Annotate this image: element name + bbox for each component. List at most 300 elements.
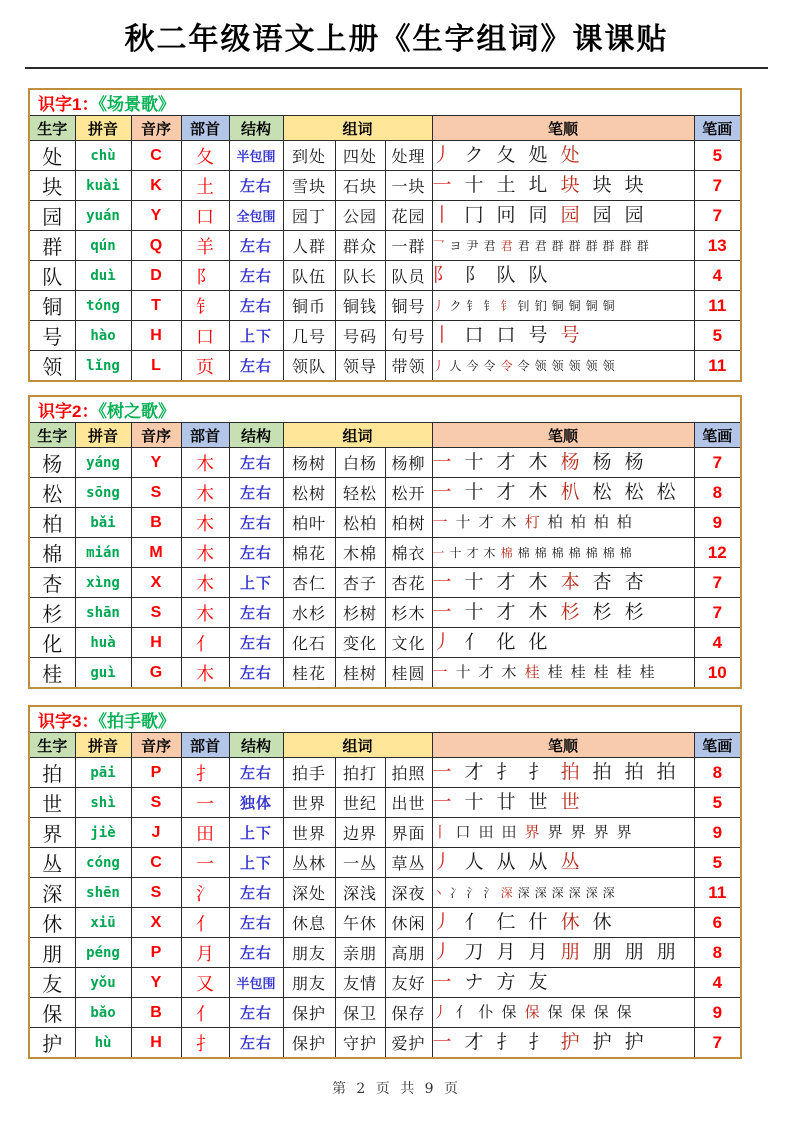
- stroke-step: 群: [551, 238, 564, 253]
- lesson-number: 识字3：: [38, 712, 99, 731]
- pinyin-cell: xìng: [75, 568, 131, 598]
- word-cell: 杨树: [283, 448, 335, 478]
- character-row: [29, 788, 741, 818]
- stroke-step: 杨: [560, 451, 580, 473]
- stroke-step: 木: [528, 451, 548, 473]
- stroke-step: 処: [528, 144, 548, 166]
- stroke-step: 柏: [547, 513, 563, 531]
- word-cell: 桂花: [283, 658, 335, 689]
- word-cell: 深浅: [335, 878, 385, 908]
- stroke-step: 世: [560, 791, 580, 813]
- character-cell: 群: [29, 231, 75, 261]
- stroke-step: 群: [568, 238, 581, 253]
- structure-cell: 上下: [229, 848, 283, 878]
- stroke-step: 圠: [528, 174, 548, 196]
- stroke-step: 一: [432, 1031, 452, 1053]
- character-row: [29, 878, 741, 908]
- structure-cell: 左右: [229, 231, 283, 261]
- stroke-order-cell: [432, 848, 694, 878]
- stroke-order-sequence: [433, 853, 694, 872]
- stroke-step: 扌: [496, 1031, 516, 1053]
- column-header-count: 笔画: [694, 116, 741, 141]
- stroke-order-sequence: [433, 973, 694, 992]
- stroke-step: 月: [496, 941, 516, 963]
- stroke-order-cell: [432, 968, 694, 998]
- character-row: [29, 448, 741, 478]
- structure-cell: 左右: [229, 478, 283, 508]
- stroke-step: 领: [534, 358, 547, 373]
- stroke-step: 冋: [496, 204, 516, 226]
- stroke-count-cell: 7: [694, 448, 741, 478]
- character-cell: 号: [29, 321, 75, 351]
- stroke-step: 丿: [432, 911, 452, 933]
- stroke-step: 杨: [592, 451, 612, 473]
- stroke-step: 柏: [570, 513, 586, 531]
- structure-cell: 左右: [229, 261, 283, 291]
- stroke-step: 丶: [432, 885, 445, 900]
- word-cell: 拍打: [335, 758, 385, 788]
- word-cell: 群众: [335, 231, 385, 261]
- stroke-step: 杏: [592, 571, 612, 593]
- column-header-words: 组词: [283, 423, 432, 448]
- stroke-step: 棉: [585, 545, 598, 560]
- stroke-step: 才: [464, 1031, 484, 1053]
- stroke-step: 木: [501, 663, 517, 681]
- stroke-step: 休: [560, 911, 580, 933]
- lesson-book-title: 《场景歌》: [98, 95, 175, 114]
- stroke-step: 冂: [464, 204, 484, 226]
- pinyin-cell: xiū: [75, 908, 131, 938]
- pinyin-cell: shān: [75, 598, 131, 628]
- word-cell: 白杨: [335, 448, 385, 478]
- stroke-step: 君: [500, 238, 513, 253]
- stroke-order-cell: [432, 448, 694, 478]
- stroke-step: 深: [585, 885, 598, 900]
- column-header-initial: 音序: [131, 116, 181, 141]
- radical-cell: 田: [181, 818, 229, 848]
- character-cell: 界: [29, 818, 75, 848]
- stroke-step: 处: [560, 144, 580, 166]
- stroke-step: 松: [656, 481, 676, 503]
- structure-cell: 左右: [229, 448, 283, 478]
- stroke-step: 保: [547, 1003, 563, 1021]
- pinyin-cell: duì: [75, 261, 131, 291]
- stroke-order-cell: [432, 508, 694, 538]
- pinyin-cell: mián: [75, 538, 131, 568]
- stroke-step: 氵: [483, 885, 496, 900]
- character-cell: 松: [29, 478, 75, 508]
- structure-cell: 半包围: [229, 968, 283, 998]
- stroke-step: 领: [551, 358, 564, 373]
- stroke-order-sequence: [433, 176, 694, 195]
- stroke-step: 十: [464, 174, 484, 196]
- character-row: [29, 658, 741, 689]
- stroke-order-cell: [432, 201, 694, 231]
- pinyin-cell: hù: [75, 1028, 131, 1059]
- word-cell: 朋友: [283, 938, 335, 968]
- stroke-step: 才: [496, 571, 516, 593]
- column-header-row: [29, 116, 741, 141]
- initial-letter-cell: Q: [131, 231, 181, 261]
- structure-cell: 左右: [229, 598, 283, 628]
- stroke-step: 园: [592, 204, 612, 226]
- stroke-step: 领: [602, 358, 615, 373]
- pinyin-cell: péng: [75, 938, 131, 968]
- stroke-order-cell: [432, 658, 694, 689]
- pinyin-cell: cóng: [75, 848, 131, 878]
- stroke-step: 化: [496, 631, 516, 653]
- word-cell: 界面: [385, 818, 432, 848]
- structure-cell: 左右: [229, 351, 283, 382]
- stroke-order-sequence: [433, 483, 694, 502]
- stroke-order-sequence: [433, 515, 694, 530]
- pinyin-cell: guì: [75, 658, 131, 689]
- word-cell: 几号: [283, 321, 335, 351]
- structure-cell: 左右: [229, 938, 283, 968]
- character-row: [29, 598, 741, 628]
- word-cell: 句号: [385, 321, 432, 351]
- stroke-step: 土: [496, 174, 516, 196]
- pinyin-cell: qún: [75, 231, 131, 261]
- initial-letter-cell: H: [131, 628, 181, 658]
- lesson-book-title: 《拍手歌》: [98, 712, 175, 731]
- radical-cell: 木: [181, 568, 229, 598]
- stroke-step: 群: [602, 238, 615, 253]
- stroke-step: 才: [496, 481, 516, 503]
- stroke-step: 化: [528, 631, 548, 653]
- stroke-step: 丿: [432, 1003, 448, 1021]
- word-cell: 化石: [283, 628, 335, 658]
- stroke-step: 深: [602, 885, 615, 900]
- character-row: [29, 478, 741, 508]
- stroke-step: 人: [449, 358, 462, 373]
- stroke-step: 十: [449, 545, 462, 560]
- stroke-step: 棉: [602, 545, 615, 560]
- stroke-step: 才: [464, 761, 484, 783]
- stroke-step: 钅: [466, 298, 479, 313]
- character-row: [29, 231, 741, 261]
- stroke-step: 朋: [560, 941, 580, 963]
- initial-letter-cell: L: [131, 351, 181, 382]
- character-row: [29, 998, 741, 1028]
- stroke-step: 棉: [517, 545, 530, 560]
- lesson-number: 识字2：: [38, 402, 99, 421]
- stroke-count-cell: 8: [694, 478, 741, 508]
- stroke-order-cell: [432, 261, 694, 291]
- page-footer: 第 2 页 共 9 页: [331, 1081, 462, 1097]
- word-cell: 出世: [385, 788, 432, 818]
- structure-cell: 左右: [229, 291, 283, 321]
- word-cell: 杨柳: [385, 448, 432, 478]
- stroke-step: 深: [500, 885, 513, 900]
- pinyin-cell: tóng: [75, 291, 131, 321]
- stroke-step: 朳: [560, 481, 580, 503]
- stroke-step: 朾: [524, 513, 540, 531]
- character-cell: 拍: [29, 758, 75, 788]
- stroke-step: 木: [483, 545, 496, 560]
- stroke-count-cell: 7: [694, 568, 741, 598]
- stroke-order-sequence: [433, 1005, 694, 1020]
- stroke-order-cell: [432, 231, 694, 261]
- word-cell: 领队: [283, 351, 335, 382]
- initial-letter-cell: Y: [131, 448, 181, 478]
- stroke-order-sequence: [433, 300, 694, 312]
- column-header-structure: 结构: [229, 423, 283, 448]
- word-cell: 队长: [335, 261, 385, 291]
- stroke-order-cell: [432, 478, 694, 508]
- initial-letter-cell: S: [131, 478, 181, 508]
- stroke-order-cell: [432, 628, 694, 658]
- stroke-step: 朋: [656, 941, 676, 963]
- stroke-order-cell: [432, 598, 694, 628]
- pinyin-cell: sōng: [75, 478, 131, 508]
- stroke-step: 丿: [432, 941, 452, 963]
- character-cell: 休: [29, 908, 75, 938]
- stroke-order-cell: [432, 1028, 694, 1059]
- stroke-order-sequence: [433, 360, 694, 372]
- character-row: [29, 568, 741, 598]
- character-row: [29, 818, 741, 848]
- structure-cell: 左右: [229, 171, 283, 201]
- character-row: [29, 508, 741, 538]
- character-row: [29, 968, 741, 998]
- stroke-count-cell: 11: [694, 291, 741, 321]
- stroke-step: ナ: [464, 971, 484, 993]
- word-cell: 队员: [385, 261, 432, 291]
- structure-cell: 左右: [229, 508, 283, 538]
- stroke-order-cell: [432, 908, 694, 938]
- stroke-order-cell: [432, 568, 694, 598]
- word-cell: 到处: [283, 141, 335, 171]
- stroke-step: 十: [464, 601, 484, 623]
- column-header-count: 笔画: [694, 733, 741, 758]
- stroke-order-cell: [432, 321, 694, 351]
- stroke-step: 拍: [656, 761, 676, 783]
- pinyin-cell: bǎi: [75, 508, 131, 538]
- initial-letter-cell: C: [131, 848, 181, 878]
- word-cell: 拍手: [283, 758, 335, 788]
- column-header-pinyin: 拼音: [75, 733, 131, 758]
- word-cell: 四处: [335, 141, 385, 171]
- character-cell: 铜: [29, 291, 75, 321]
- structure-cell: 左右: [229, 908, 283, 938]
- character-cell: 护: [29, 1028, 75, 1059]
- word-cell: 公园: [335, 201, 385, 231]
- stroke-step: 界: [570, 823, 586, 841]
- stroke-step: 世: [528, 791, 548, 813]
- initial-letter-cell: J: [131, 818, 181, 848]
- stroke-step: 保: [570, 1003, 586, 1021]
- pinyin-cell: bǎo: [75, 998, 131, 1028]
- stroke-count-cell: 4: [694, 261, 741, 291]
- stroke-step: ヨ: [449, 238, 462, 253]
- stroke-order-sequence: [433, 206, 694, 225]
- initial-letter-cell: G: [131, 658, 181, 689]
- stroke-step: 丨: [432, 823, 448, 841]
- character-cell: 桂: [29, 658, 75, 689]
- word-cell: 柏树: [385, 508, 432, 538]
- stroke-step: 冫: [449, 885, 462, 900]
- character-row: [29, 538, 741, 568]
- character-cell: 处: [29, 141, 75, 171]
- character-cell: 队: [29, 261, 75, 291]
- stroke-count-cell: 5: [694, 321, 741, 351]
- stroke-step: 一: [432, 601, 452, 623]
- word-cell: 深夜: [385, 878, 432, 908]
- stroke-step: 丛: [560, 851, 580, 873]
- word-cell: 杏仁: [283, 568, 335, 598]
- character-cell: 丛: [29, 848, 75, 878]
- pinyin-cell: yáng: [75, 448, 131, 478]
- radical-cell: 口: [181, 201, 229, 231]
- stroke-step: 队: [528, 264, 548, 286]
- stroke-order-cell: [432, 351, 694, 382]
- stroke-step: 令: [500, 358, 513, 373]
- word-cell: 杏子: [335, 568, 385, 598]
- stroke-order-sequence: [433, 633, 694, 652]
- character-row: [29, 291, 741, 321]
- structure-cell: 上下: [229, 818, 283, 848]
- pinyin-cell: pāi: [75, 758, 131, 788]
- stroke-order-sequence: [433, 943, 694, 962]
- stroke-step: 口: [464, 324, 484, 346]
- stroke-step: 园: [624, 204, 644, 226]
- structure-cell: 独体: [229, 788, 283, 818]
- stroke-order-sequence: [433, 453, 694, 472]
- lesson-3-table: [28, 705, 742, 1059]
- stroke-step: 本: [560, 571, 580, 593]
- stroke-step: 口: [455, 823, 471, 841]
- stroke-step: 月: [528, 941, 548, 963]
- radical-cell: 木: [181, 478, 229, 508]
- stroke-step: 铜: [585, 298, 598, 313]
- word-cell: 人群: [283, 231, 335, 261]
- word-cell: 友情: [335, 968, 385, 998]
- stroke-order-cell: [432, 171, 694, 201]
- stroke-step: 一: [432, 174, 452, 196]
- stroke-step: 一: [432, 571, 452, 593]
- pinyin-cell: yǒu: [75, 968, 131, 998]
- lesson-number: 识字1：: [38, 95, 99, 114]
- stroke-step: 棉: [568, 545, 581, 560]
- stroke-count-cell: 8: [694, 758, 741, 788]
- character-cell: 世: [29, 788, 75, 818]
- character-cell: 朋: [29, 938, 75, 968]
- stroke-step: 丿: [432, 144, 452, 166]
- stroke-step: 木: [528, 571, 548, 593]
- stroke-order-sequence: [433, 913, 694, 932]
- radical-cell: 土: [181, 171, 229, 201]
- column-header-radical: 部首: [181, 423, 229, 448]
- stroke-step: 钊: [517, 298, 530, 313]
- stroke-step: 亻: [464, 631, 484, 653]
- pinyin-cell: kuài: [75, 171, 131, 201]
- stroke-step: 群: [636, 238, 649, 253]
- stroke-count-cell: 8: [694, 938, 741, 968]
- stroke-step: 护: [560, 1031, 580, 1053]
- word-cell: 边界: [335, 818, 385, 848]
- stroke-step: 杨: [624, 451, 644, 473]
- word-cell: 一丛: [335, 848, 385, 878]
- stroke-step: 领: [585, 358, 598, 373]
- radical-cell: 扌: [181, 1028, 229, 1059]
- character-cell: 园: [29, 201, 75, 231]
- stroke-count-cell: 5: [694, 141, 741, 171]
- word-cell: 高朋: [385, 938, 432, 968]
- character-cell: 友: [29, 968, 75, 998]
- stroke-step: 一: [432, 545, 445, 560]
- initial-letter-cell: S: [131, 878, 181, 908]
- column-header-initial: 音序: [131, 733, 181, 758]
- word-cell: 亲朋: [335, 938, 385, 968]
- initial-letter-cell: K: [131, 171, 181, 201]
- structure-cell: 左右: [229, 758, 283, 788]
- character-row: [29, 758, 741, 788]
- stroke-step: 尹: [466, 238, 479, 253]
- stroke-count-cell: 12: [694, 538, 741, 568]
- stroke-step: 棉: [619, 545, 632, 560]
- radical-cell: 亻: [181, 908, 229, 938]
- stroke-step: 令: [483, 358, 496, 373]
- initial-letter-cell: C: [131, 141, 181, 171]
- word-cell: 带领: [385, 351, 432, 382]
- stroke-step: 刀: [464, 941, 484, 963]
- stroke-step: 铜: [551, 298, 564, 313]
- character-cell: 棉: [29, 538, 75, 568]
- initial-letter-cell: H: [131, 1028, 181, 1059]
- pinyin-cell: jiè: [75, 818, 131, 848]
- stroke-step: 一: [432, 481, 452, 503]
- stroke-order-cell: [432, 291, 694, 321]
- stroke-step: 休: [592, 911, 612, 933]
- column-header-initial: 音序: [131, 423, 181, 448]
- stroke-count-cell: 7: [694, 171, 741, 201]
- word-cell: 拍照: [385, 758, 432, 788]
- structure-cell: 上下: [229, 568, 283, 598]
- stroke-step: 桂: [616, 663, 632, 681]
- word-cell: 友好: [385, 968, 432, 998]
- word-cell: 世界: [283, 818, 335, 848]
- lesson-2-table: [28, 395, 742, 689]
- word-cell: 保存: [385, 998, 432, 1028]
- stroke-step: 深: [517, 885, 530, 900]
- stroke-step: 仁: [496, 911, 516, 933]
- initial-letter-cell: X: [131, 908, 181, 938]
- stroke-count-cell: 6: [694, 908, 741, 938]
- stroke-step: 界: [593, 823, 609, 841]
- stroke-count-cell: 7: [694, 1028, 741, 1059]
- stroke-order-cell: [432, 788, 694, 818]
- character-row: [29, 171, 741, 201]
- column-header-char: 生字: [29, 733, 75, 758]
- column-header-char: 生字: [29, 116, 75, 141]
- lesson-3-title-row: [29, 706, 741, 733]
- stroke-step: 田: [501, 823, 517, 841]
- stroke-order-cell: [432, 758, 694, 788]
- stroke-step: 桂: [639, 663, 655, 681]
- word-cell: 杉树: [335, 598, 385, 628]
- stroke-count-cell: 11: [694, 878, 741, 908]
- structure-cell: 左右: [229, 538, 283, 568]
- radical-cell: 扌: [181, 758, 229, 788]
- initial-letter-cell: H: [131, 321, 181, 351]
- word-cell: 柏叶: [283, 508, 335, 538]
- word-cell: 松柏: [335, 508, 385, 538]
- stroke-step: ク: [464, 144, 484, 166]
- stroke-step: 今: [466, 358, 479, 373]
- radical-cell: 木: [181, 538, 229, 568]
- stroke-step: 木: [528, 481, 548, 503]
